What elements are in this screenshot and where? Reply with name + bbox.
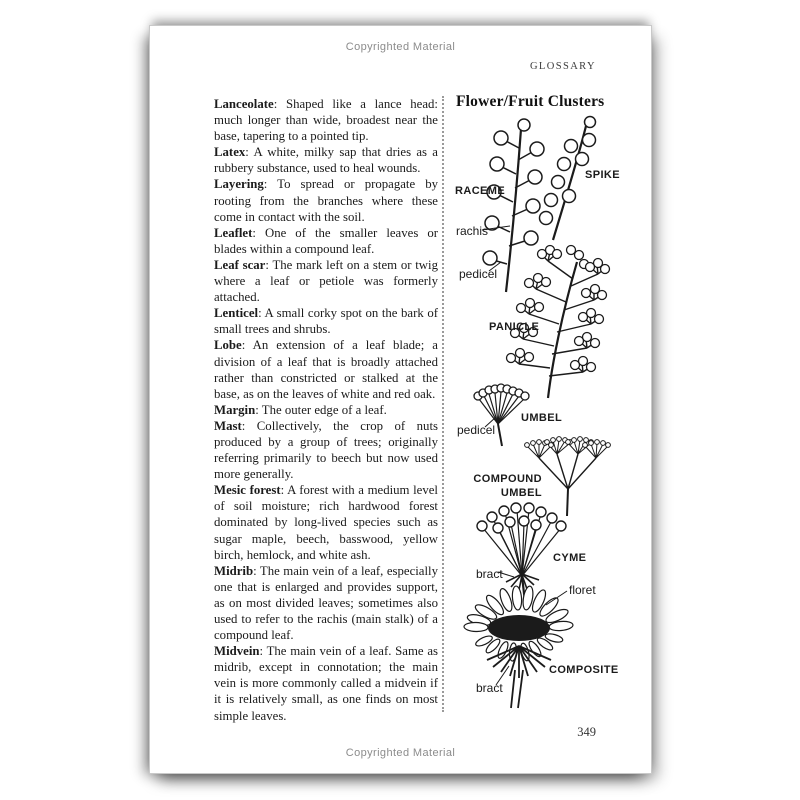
glossary-definition: A forest with a medium level of soil moisture; rich hardwood forest dominated by long-lived species such as sugar maple, beech, basswood, yellow birch, hemlock, and white ash. (214, 483, 438, 562)
floret-label: floret (569, 583, 596, 597)
pedicel-umbel-label: pedicel (457, 423, 496, 437)
glossary-entry (214, 305, 438, 337)
glossary-entry (214, 337, 438, 401)
glossary-entry (214, 563, 438, 643)
glossary-entry (214, 225, 438, 257)
bract-cyme-label: bract (476, 567, 503, 581)
glossary-entry (214, 482, 438, 562)
glossary-term: Latex : (214, 145, 253, 159)
composite-label: COMPOSITE (549, 664, 619, 676)
glossary-term: Mesic forest : (214, 483, 287, 497)
glossary-definition: The mark left on a stem or twig where a leaf or petiole was formerly attached. (214, 257, 438, 305)
page-number: 349 (577, 725, 596, 739)
raceme-label: RACEME (455, 185, 506, 197)
glossary-definition: Collectively, the crop of nuts produced by a group of trees; originally referring primarily to beech but now used more generally. (214, 418, 438, 482)
glossary-entry (214, 257, 438, 305)
glossary-term: Leaflet : (214, 226, 265, 240)
glossary-definition: Shaped like a lance head: much longer than wide, broadest near the base, tapering to a pointed tip. (214, 97, 438, 144)
glossary-term: Lanceolate : (214, 97, 286, 111)
glossary-term: Margin : (214, 403, 262, 417)
glossary-term: Midrib : (214, 564, 260, 578)
compound-umbel-label-line1: COMPOUND (473, 473, 542, 485)
compound-umbel-label-line2: UMBEL (500, 487, 542, 499)
composite-illustration (464, 583, 619, 708)
book-page (149, 25, 652, 774)
spike-illustration (540, 117, 621, 241)
figure-title: Flower/Fruit Clusters (456, 93, 605, 110)
panicle-label: PANICLE (489, 321, 540, 333)
glossary-entry (214, 418, 438, 482)
glossary-term: Lobe : (214, 338, 253, 352)
glossary-definition: The outer edge of a leaf. (261, 402, 387, 417)
flower-cluster-diagram (451, 114, 656, 714)
glossary-term: Leaf scar : (214, 258, 272, 272)
bract-composite-label: bract (476, 681, 503, 695)
glossary-entry (214, 144, 438, 176)
compound-umbel-illustration (473, 437, 610, 516)
glossary-entry (214, 402, 438, 418)
glossary-entry (214, 643, 438, 723)
glossary-entry (214, 176, 438, 224)
glossary-definition: To spread or propagate by rooting from the branches where these come in contact with the soil. (214, 177, 438, 224)
glossary-term: Layering : (214, 177, 277, 191)
raceme-illustration (455, 119, 544, 292)
glossary-definition: A white, milky sap that dries as a rubbery substance, used to heal wounds. (214, 145, 438, 176)
umbel-illustration (457, 384, 562, 446)
glossary-term: Midvein : (214, 644, 267, 658)
spike-label: SPIKE (585, 169, 621, 181)
glossary-term: Lenticel : (214, 306, 265, 320)
glossary-term: Mast : (214, 419, 257, 433)
glossary-definition: An extension of a leaf blade; a division of a leaf that is broadly attached rather than constricted or stalked at the base, as on the leaves of white and red oak. (214, 338, 438, 401)
glossary-definition: One of the smaller leaves or blades within a compound leaf. (214, 225, 438, 256)
glossary-definition: A small corky spot on the bark of small trees and shrubs. (214, 306, 438, 337)
running-header: GLOSSARY (529, 61, 596, 72)
glossary-column (214, 96, 438, 724)
glossary-definition: The main vein of a leaf, especially one that is enlarged and provides support, as on most divided leaves; sometimes also used to refer to the rachis (main stalk) of a compound leaf. (214, 563, 438, 643)
glossary-entry (214, 96, 438, 144)
umbel-label: UMBEL (521, 412, 563, 424)
cyme-label: CYME (553, 552, 587, 564)
rachis-label: rachis (456, 224, 489, 238)
copyright-notice-top: Copyrighted Material (345, 41, 456, 53)
panicle-illustration (489, 246, 610, 399)
column-divider (442, 96, 444, 712)
pedicel-raceme-label: pedicel (459, 267, 498, 281)
copyright-notice-bottom: Copyrighted Material (345, 747, 456, 759)
glossary-definition: The main vein of a leaf. Same as midrib, except in connotation; the main vein is more commonly called a midvein if it is relatively small, as one finds on most simple leaves. (214, 644, 438, 723)
